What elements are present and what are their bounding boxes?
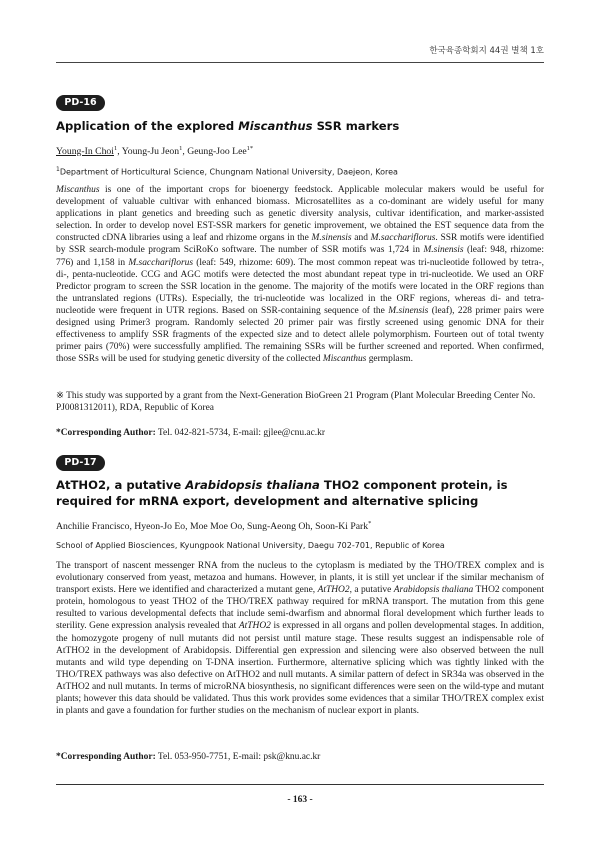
- header-rule: [56, 62, 544, 63]
- title-text: SSR markers: [312, 119, 400, 133]
- author-list-pd17: [56, 518, 544, 533]
- abstract-text: The transport of nascent messenger RNA from the nucleus to the cytoplasm is mediated by the THO/TREX complex and is evolutionary conserved from yeast, metazoa and humans. However, in plants, it is still yet unclear if the similar mechanism of transport exists. Here we identified and characterized a mutant gene,: [56, 561, 544, 596]
- author-separator: ,: [182, 146, 188, 158]
- abstract-pd16: [56, 184, 544, 365]
- title-italic: Miscanthus: [238, 119, 313, 133]
- abstract-text: THO2 component protein, homologous to yeast THO2 of the THO/TREX pathway required for mRNA transport. The mutation from this gene resulted to various developmental defects that include semi-dwarfism and abnormal floral development which further leads to sterility. Gene expression analysis revealed that: [56, 585, 544, 632]
- corresponding-contact: Tel. 042-821-5734, E-mail: gjlee@cnu.ac.kr: [155, 428, 326, 438]
- corresponding-label: *Corresponding Author:: [56, 428, 156, 438]
- abstract-pd17: [56, 560, 544, 717]
- title-text: Application of the explored: [56, 119, 239, 133]
- abstract-italic-term: Miscanthus: [56, 185, 100, 195]
- journal-header: 한국육종학회지 44권 별책 1호: [429, 46, 544, 56]
- author-name: Geung-Joo Lee: [187, 146, 247, 158]
- abstract-text: is one of the important crops for bioenergy feedstock. Applicable molecular makers would be useful for development of valuable cultivar with enhanced biomass. Microsatellites as a co-dominant are widely useful for many applications in plant genetics and breeding such as genetic diversity analysis, cultivar identification, and marker-assisted selection. In order to develop novel EST-SSR markers for genetic improvement, we obtained the EST sequence data from the constructed cDNA libraries using a leaf and rhizome organs in the: [56, 185, 544, 244]
- abstract-text: (leaf: 948, rhizome: 776) and 1,158 in: [56, 245, 544, 268]
- affiliation-pd16: [56, 164, 544, 178]
- article-title-pd17: [56, 478, 544, 509]
- abstract-italic-term: M.sacchariflorus: [370, 233, 436, 244]
- corresponding-author-pd16: [56, 427, 544, 439]
- abstract-italic-term: Arabidopsis thaliana: [393, 585, 474, 596]
- author-affil-mark: 1: [113, 145, 118, 152]
- article-badge-pd17: PD-17: [56, 455, 105, 471]
- page-number: - 163 -: [287, 795, 313, 805]
- author-name: Young-In Choi: [56, 146, 114, 158]
- author-list-pd16: [56, 143, 544, 158]
- affiliation-text: Department of Horticultural Science, Chungnam National University, Daejeon, Korea: [59, 167, 398, 177]
- abstract-italic-term: M.sinensis: [388, 305, 429, 316]
- title-italic: Arabidopsis thaliana: [185, 478, 320, 492]
- abstract-italic-term: M.sacchariflorus: [128, 257, 194, 268]
- abstract-text: is expressed in all organs and pollen developmental stages. In addition, the homozygote progeny of null mutants did not persist until mature stage. These results suggest an indispensable role of AtTHO2 in the development of Arabidopsis. Differential gen expression and silencing were also observed between the null mutants and wild type depending on T-DNA insertion. Furthermore, alternative splicing which was tightly linked with the THO/TREX pathways was also defective on AtTHO2 and null mutants. A similar pattern of defect in SR34a was observed in the AtTHO2 and null mutants. In terms of microRNA biosynthesis, no significant differences were seen on the wild-type and mutant plants; however this data should be validated. Thus this work provides some evidences that a similar THO/TREX complex exist in plants and gave a foundation for further studies on the mechanism of nuclear export in plants.: [56, 621, 544, 717]
- title-text: THO2 component protein, is required for mRNA export, development and alternative splicing: [56, 478, 508, 508]
- abstract-text: , a putative: [349, 585, 394, 596]
- abstract-italic-term: AtTHO2: [238, 621, 271, 632]
- abstract-text: (leaf: 549, rhizome: 609). The most common repeat was tri-nucleotide followed by tetra-, di-, penta-nucleotide. CCG and AGC motifs were detected the most abundant repeat type in tri-nucleotide. We used an ORF Predictor program to screen the SSR location in the genome. The majority of the motifs were located in the ORF regions than the untranslated regions (UTRs). Especially, the tri-nucleotide was localized in the ORF regions, whereas di- and tetra-nucleotide were frequent in UTR regions. Based on SSR-containing sequence of the: [56, 257, 544, 316]
- abstract-text: . SSR motifs were identified by SSR search-module program SciRoKo software. The number of SSR motifs was 1,724 in: [56, 233, 544, 256]
- author-separator: ,: [117, 146, 122, 158]
- funding-note-pd16: ※ This study was supported by a grant from the Next-Generation BioGreen 21 Program (Plant Molecular Breeding Center No. PJ0081312011), RDA, Republic of Korea: [56, 391, 536, 414]
- abstract-text: (leaf), 228 primer pairs were designed using Primer3 program. Randomly selected 20 primer pair was firstly screened using genomic DNA for their effectiveness to amplify SSR fragments of the expected size and to detect allele polymorphism. Fourteen out of total twenty primer pairs (70%) were successfully amplified. The remaining SSRs will be further screened and reported. When confirmed, those SSRs will be used for studying genetic diversity of the collected: [56, 305, 544, 365]
- affiliation-pd17: School of Applied Biosciences, Kyungpook National University, Daegu 702-701, Republic of Korea: [56, 541, 445, 550]
- corresponding-label: *Corresponding Author:: [56, 752, 156, 762]
- corresponding-author-pd17: [56, 751, 544, 763]
- affiliation-mark: 1: [56, 166, 60, 173]
- abstract-italic-term: M.sinensis: [423, 245, 464, 256]
- author-name: Young-Ju Jeon: [121, 146, 180, 158]
- corresponding-contact: Tel. 053-950-7751, E-mail: psk@knu.ac.kr: [155, 752, 321, 762]
- abstract-text: and: [351, 233, 371, 244]
- author-corresponding-mark: *: [368, 520, 372, 527]
- author-names: Anchilie Francisco, Hyeon-Jo Eo, Moe Moe Oo, Sung-Aeong Oh, Soon-Ki Park: [56, 521, 369, 533]
- author-affil-mark: 1: [179, 145, 183, 152]
- author-affil-mark: 1*: [246, 145, 254, 152]
- footer-rule: [56, 784, 544, 785]
- abstract-italic-term: AtTHO2: [317, 585, 350, 596]
- article-badge-pd16: PD-16: [56, 95, 105, 111]
- article-title-pd16: [56, 119, 544, 135]
- abstract-text: germplasm.: [366, 354, 413, 365]
- abstract-italic-term: Miscanthus: [322, 354, 367, 365]
- title-text: AtTHO2, a putative: [56, 478, 186, 492]
- abstract-italic-term: M.sinensis: [311, 233, 352, 244]
